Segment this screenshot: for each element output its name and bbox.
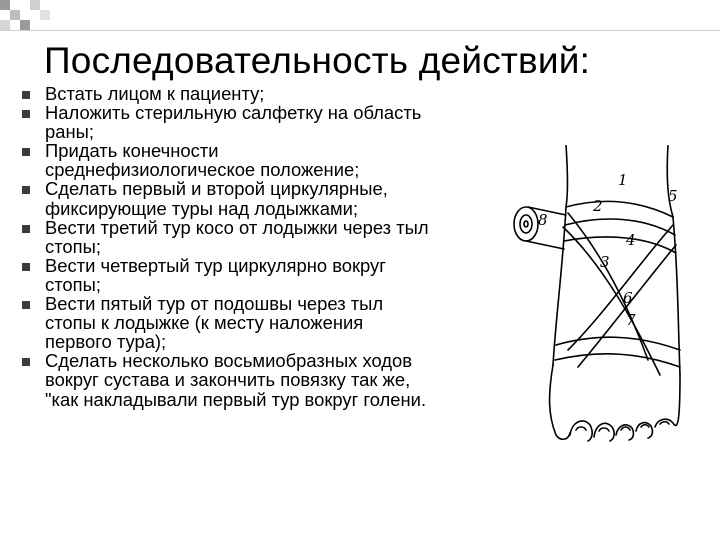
- square-bullet-icon: [22, 91, 30, 99]
- tour-number-3: 3: [600, 253, 610, 271]
- bandage-illustration: [508, 145, 698, 445]
- steps-list: [22, 84, 522, 409]
- step-item: [22, 103, 522, 141]
- step-item: [22, 179, 522, 217]
- tour-number-7: 7: [626, 311, 636, 329]
- step-text: Вести четвертый тур циркулярно вокруг стопы;: [45, 254, 386, 295]
- step-text: Вести третий тур косо от лодыжки через тыл стопы;: [45, 216, 429, 257]
- step-item: [22, 351, 522, 408]
- square-bullet-icon: [22, 358, 30, 366]
- step-item: [22, 141, 522, 179]
- step-text: Сделать первый и второй циркулярные, фиксирующие туры над лодыжками;: [45, 178, 388, 219]
- step-item: [22, 84, 522, 103]
- slide-title: Последовательность действий:: [44, 40, 591, 81]
- corner-decoration: [0, 0, 720, 40]
- step-item: [22, 218, 522, 256]
- step-text: Наложить стерильную салфетку на область раны;: [45, 102, 422, 143]
- tour-number-1: 1: [618, 171, 628, 189]
- step-text: Придать конечности среднефизиологическое положение;: [45, 140, 360, 181]
- tour-number-6: 6: [623, 289, 633, 307]
- square-bullet-icon: [22, 263, 30, 271]
- square-bullet-icon: [22, 110, 30, 118]
- tour-number-2: 2: [593, 197, 603, 215]
- tour-number-8: 8: [538, 211, 548, 229]
- step-item: [22, 256, 522, 294]
- square-bullet-icon: [22, 148, 30, 156]
- step-text: Вести пятый тур от подошвы через тыл стопы к лодыжке (к месту наложения первого тура);: [45, 293, 384, 353]
- tour-number-5: 5: [668, 187, 678, 205]
- step-text: Сделать несколько восьмиобразных ходов вокруг сустава и закончить повязку так же, "как накладывали первый тур вокруг голени.: [45, 350, 427, 410]
- tour-number-4: 4: [626, 231, 636, 249]
- step-text: Встать лицом к пациенту;: [45, 83, 265, 104]
- square-bullet-icon: [22, 186, 30, 194]
- step-item: [22, 294, 522, 351]
- square-bullet-icon: [22, 301, 30, 309]
- square-bullet-icon: [22, 225, 30, 233]
